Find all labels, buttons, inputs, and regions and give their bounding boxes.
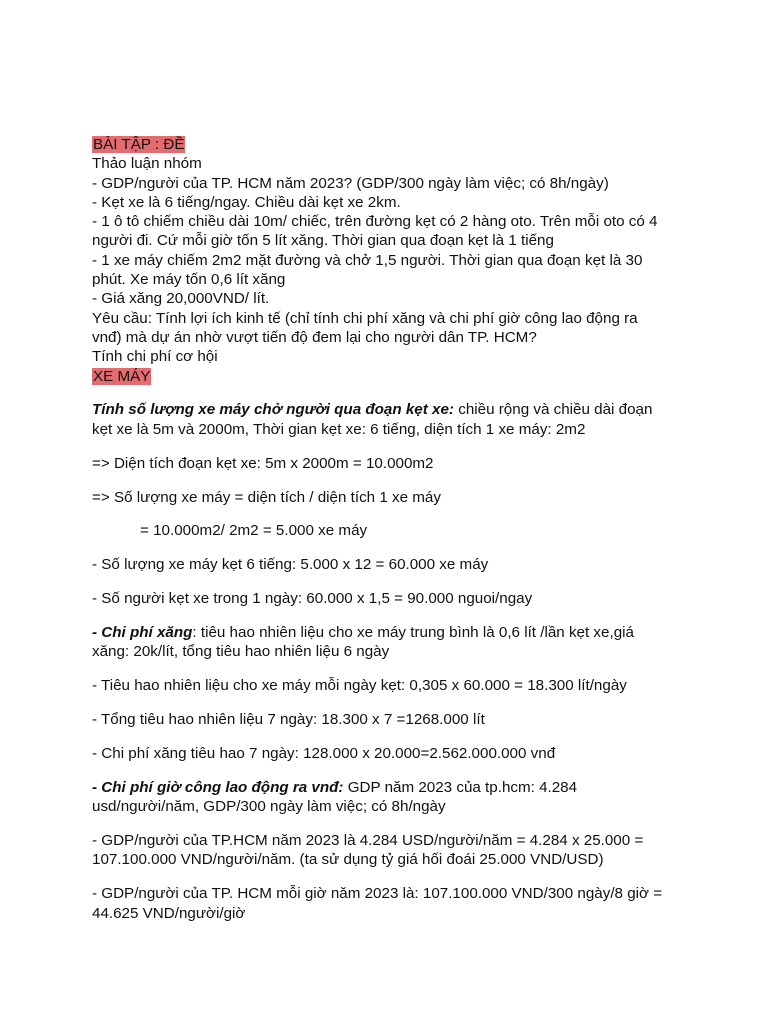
count-paragraph-line-1: Tính số lượng xe máy chở người qua đoạn kẹt xe: chiều rộng và chiều dài đoạn [92,401,653,419]
count-bold-label: Tính số lượng xe máy chở người qua đoạn kẹt xe: [92,401,454,419]
question-line-6: phút. Xe máy tốn 0,6 lít xăng [92,271,286,289]
fuel-7days-line: - Tổng tiêu hao nhiên liệu 7 ngày: 18.300 x 7 =1268.000 lít [92,711,485,729]
gdp-year-line-1: - GDP/người của TP.HCM năm 2023 là 4.284 USD/người/năm = 4.284 x 25.000 = [92,832,644,850]
fuel-daily-line: - Tiêu hao nhiên liệu cho xe máy mỗi ngày kẹt: 0,305 x 60.000 = 18.300 lít/ngày [92,677,627,695]
question-line-7: - Giá xăng 20,000VND/ lít. [92,290,270,308]
opportunity-cost-line: Tính chi phí cơ hội [92,348,218,366]
gdp-year-line-2: 107.100.000 VND/người/năm. (ta sử dụng tỷ giá hối đoái 25.000 VND/USD) [92,851,604,869]
labor-paragraph-line-1: - Chi phí giờ công lao động ra vnđ: GDP năm 2023 của tp.hcm: 4.284 [92,778,578,796]
gdp-hour-line-1: - GDP/người của TP. HCM mỗi giờ năm 2023 là: 107.100.000 VND/300 ngày/8 giờ = [92,885,663,903]
area-line: => Diện tích đoạn kẹt xe: 5m x 2000m = 10.000m2 [92,454,434,472]
question-line-2: - Kẹt xe là 6 tiếng/ngay. Chiều dài kẹt xe 2km. [92,193,401,211]
exercise-heading: BÀI TẬP : ĐỀ [93,136,185,153]
document-body [92,135,682,923]
subheading: Thảo luận nhóm [92,155,202,173]
fuel-cost-line: - Chi phí xăng tiêu hao 7 ngày: 128.000 x 20.000=2.562.000.000 vnđ [92,745,556,763]
question-line-1: - GDP/người của TP. HCM năm 2023? (GDP/300 ngày làm việc; có 8h/ngày) [92,174,609,192]
requirement-line-1: Yêu cầu: Tính lợi ích kinh tế (chỉ tính chi phí xăng và chi phí giờ công lao động ra [92,309,638,327]
labor-bold-label: - Chi phí giờ công lao động ra vnđ: [92,778,344,796]
question-line-4: người đi. Cứ mỗi giờ tốn 5 lít xăng. Thời gian qua đoạn kẹt là 1 tiếng [92,232,554,250]
count-paragraph-line-2: kẹt xe là 5m và 2000m, Thời gian kẹt xe: 6 tiếng, diện tích 1 xe máy: 2m2 [92,420,586,438]
labor-paragraph-line-2: usd/người/năm, GDP/300 ngày làm việc; có 8h/ngày [92,798,446,816]
quantity-result-line: = 10.000m2/ 2m2 = 5.000 xe máy [140,522,368,540]
section-label: XE MÁY [93,367,151,385]
quantity-6h-line: - Số lượng xe máy kẹt 6 tiếng: 5.000 x 12 = 60.000 xe máy [92,556,489,574]
requirement-line-2: vnđ) mà dự án nhờ vượt tiến độ đem lại cho người dân TP. HCM? [92,328,537,346]
question-line-3: - 1 ô tô chiếm chiều dài 10m/ chiếc, trên đường kẹt có 2 hàng oto. Trên mỗi oto có 4 [92,213,658,231]
fuel-bold-label: - Chi phí xăng [92,624,193,642]
people-line: - Số người kẹt xe trong 1 ngày: 60.000 x 1,5 = 90.000 nguoi/ngay [92,590,533,608]
quantity-formula-line: => Số lượng xe máy = diện tích / diện tích 1 xe máy [92,488,441,506]
question-line-5: - 1 xe máy chiếm 2m2 mặt đường và chở 1,5 người. Thời gian qua đoạn kẹt là 30 [92,251,643,269]
fuel-paragraph-line-1: - Chi phí xăng: tiêu hao nhiên liệu cho xe máy trung bình là 0,6 lít /lần kẹt xe,giá [92,624,634,642]
fuel-paragraph-line-2: xăng: 20k/lít, tổng tiêu hao nhiên liệu 6 ngày [92,643,390,661]
gdp-hour-line-2: 44.625 VND/người/giờ [92,904,246,922]
